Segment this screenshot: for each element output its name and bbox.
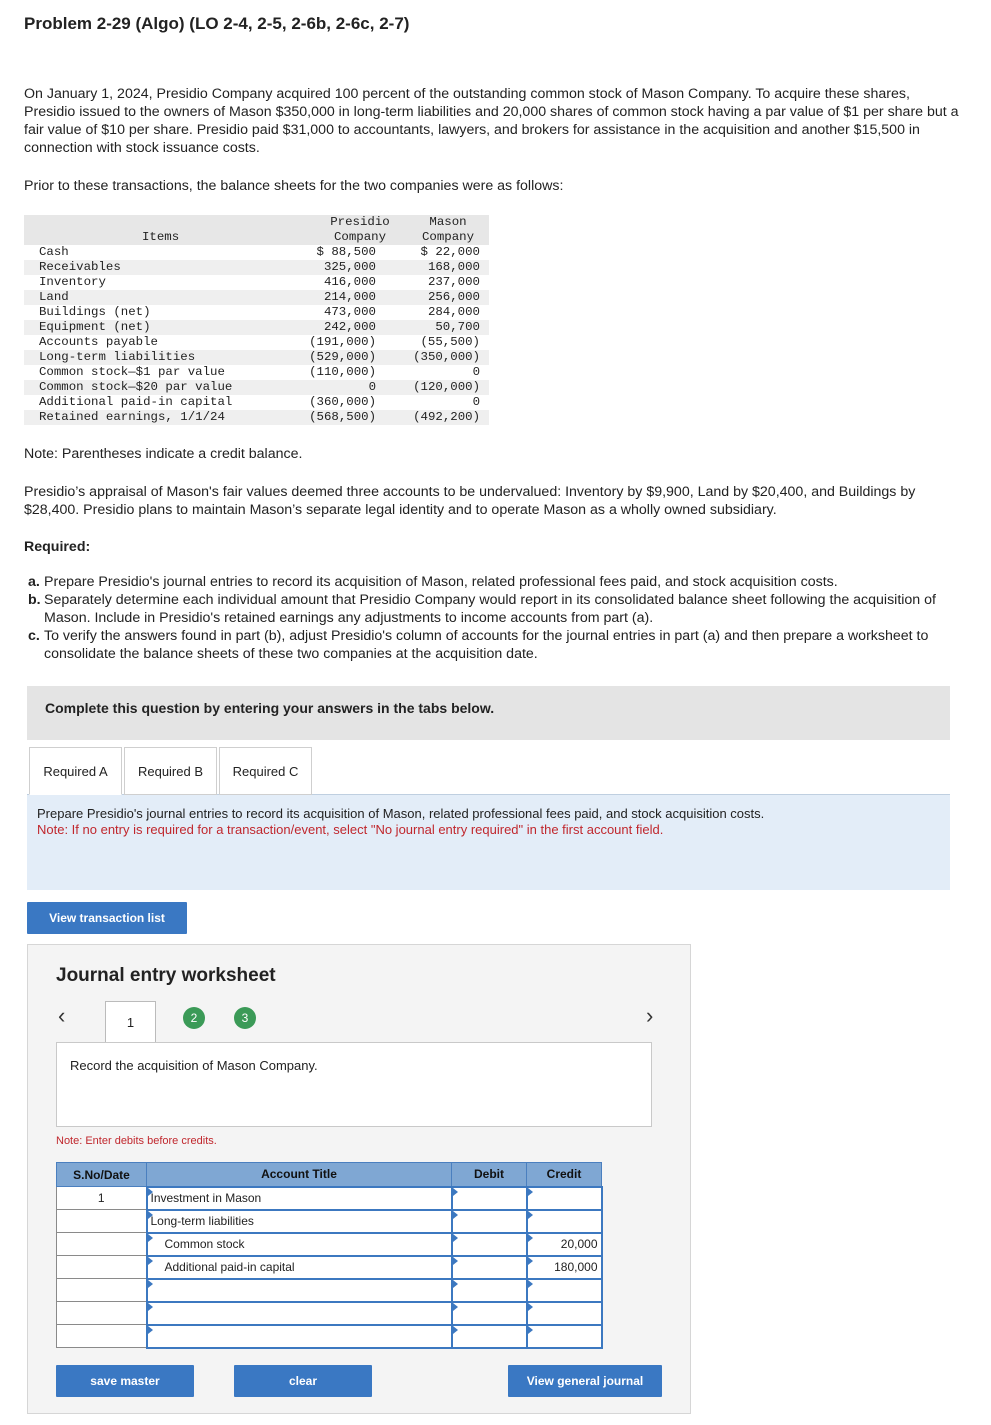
balance-row: Land 214,000 256,000 bbox=[24, 290, 489, 305]
header-debit: Debit bbox=[452, 1163, 527, 1187]
account-select[interactable]: Investment in Mason bbox=[147, 1187, 452, 1210]
step-1-tab[interactable]: 1 bbox=[105, 1001, 156, 1043]
debit-input[interactable] bbox=[452, 1233, 527, 1256]
credit-input[interactable] bbox=[527, 1279, 602, 1302]
balance-row: Accounts payable (191,000) (55,500) bbox=[39, 335, 480, 349]
row-date bbox=[57, 1233, 147, 1256]
journal-row bbox=[57, 1325, 602, 1348]
credit-input[interactable]: 20,000 bbox=[527, 1233, 602, 1256]
appraisal-text: Presidio’s appraisal of Mason's fair values deemed three accounts to be undervalued: Inventory by $9,900, Land by $20,400, and Buildings by $28,400. Presidio plans to maintain Mason’s separate legal identity and to operate Mason as a wholly owned subsidiary. bbox=[24, 484, 916, 518]
journal-row bbox=[57, 1302, 602, 1325]
complete-banner: Complete this question by entering your answers in the tabs below. bbox=[27, 686, 950, 740]
view-general-journal-button[interactable]: View general journal bbox=[508, 1365, 662, 1397]
balance-table-header bbox=[24, 215, 489, 245]
prior-text: Prior to these transactions, the balance sheets for the two companies were as follows: bbox=[24, 178, 564, 194]
account-select[interactable] bbox=[147, 1279, 452, 1302]
debit-input[interactable] bbox=[452, 1256, 527, 1279]
balance-row: Long-term liabilities (529,000) (350,000) bbox=[24, 350, 489, 365]
balance-row: Common stock—$1 par value (110,000) 0 bbox=[39, 365, 480, 379]
tab-required-c[interactable]: Required C bbox=[219, 747, 312, 795]
instruction-panel bbox=[27, 795, 950, 890]
balance-row: Receivables 325,000 168,000 bbox=[24, 260, 489, 275]
problem-title: Problem 2-29 (Algo) (LO 2-4, 2-5, 2-6b, 2-6c, 2-7) bbox=[24, 14, 410, 33]
required-item-c: c. To verify the answers found in part (b), adjust Presidio's column of accounts for the journal entries in part (a) and then prepare a worksheet to consolidate the balance sheets of these two companies at the acquisition date. bbox=[28, 628, 929, 662]
header-date: S.No/Date bbox=[57, 1163, 147, 1187]
debit-input[interactable] bbox=[452, 1210, 527, 1233]
balance-sheet-table bbox=[24, 215, 489, 425]
journal-table bbox=[56, 1162, 603, 1349]
header-account: Account Title bbox=[147, 1163, 452, 1187]
header-items: Items bbox=[142, 230, 180, 244]
journal-row bbox=[57, 1233, 602, 1256]
journal-row bbox=[57, 1187, 602, 1210]
balance-row: Retained earnings, 1/1/24 (568,500) (492,200) bbox=[24, 410, 489, 425]
required-label: Required: bbox=[24, 539, 91, 555]
row-date bbox=[57, 1256, 147, 1279]
debit-input[interactable] bbox=[452, 1302, 527, 1325]
row-date bbox=[57, 1325, 147, 1348]
step-3-tab[interactable]: 3 bbox=[234, 1007, 256, 1029]
intro-paragraph: On January 1, 2024, Presidio Company acquired 100 percent of the outstanding common stock of Mason Company. To acquire these shares, Presidio issued to the owners of Mason $350,000 in long-term liabilities and 20,000 shares of common stock having a par value of $1 per share but a fair value of $10 per share. Presidio paid $31,000 to accountants, lawyers, and brokers for assistance in the acquisition and another $15,500 in connection with stock issuance costs. bbox=[24, 86, 959, 156]
header-credit: Credit bbox=[527, 1163, 602, 1187]
view-transaction-list-button[interactable]: View transaction list bbox=[27, 902, 187, 934]
row-date bbox=[57, 1302, 147, 1325]
row-date bbox=[57, 1210, 147, 1233]
journal-row bbox=[57, 1256, 602, 1279]
debits-note: Note: Enter debits before credits. bbox=[56, 1135, 217, 1147]
credit-input[interactable] bbox=[527, 1325, 602, 1348]
journal-header-row bbox=[57, 1163, 602, 1187]
account-select[interactable]: Additional paid-in capital bbox=[147, 1256, 452, 1279]
row-date bbox=[57, 1279, 147, 1302]
balance-row: Additional paid-in capital (360,000) 0 bbox=[39, 395, 480, 409]
balance-row: Cash $ 88,500 $ 22,000 bbox=[39, 245, 480, 259]
journal-row bbox=[57, 1210, 602, 1233]
account-select[interactable]: Long-term liabilities bbox=[147, 1210, 452, 1233]
credit-input[interactable] bbox=[527, 1187, 602, 1210]
balance-row: Equipment (net) 242,000 50,700 bbox=[24, 320, 489, 335]
credit-input[interactable] bbox=[527, 1210, 602, 1233]
prev-arrow-icon[interactable]: ‹ bbox=[58, 1003, 66, 1028]
credit-input[interactable]: 180,000 bbox=[527, 1256, 602, 1279]
account-select[interactable] bbox=[147, 1302, 452, 1325]
tab-required-b[interactable]: Required B bbox=[124, 747, 217, 795]
header-mason: Mason Company bbox=[421, 215, 475, 244]
credit-input[interactable] bbox=[527, 1302, 602, 1325]
journal-entry-worksheet bbox=[27, 944, 691, 1414]
account-select[interactable] bbox=[147, 1325, 452, 1348]
account-select[interactable]: Common stock bbox=[147, 1233, 452, 1256]
required-list bbox=[24, 573, 959, 663]
debit-input[interactable] bbox=[452, 1325, 527, 1348]
instruction-text: Prepare Presidio's journal entries to record its acquisition of Mason, related professional fees paid, and stock acquisition costs. bbox=[37, 806, 765, 821]
step-2-tab[interactable]: 2 bbox=[183, 1007, 205, 1029]
debit-input[interactable] bbox=[452, 1279, 527, 1302]
header-presidio: Presidio Company bbox=[330, 215, 390, 244]
journal-row bbox=[57, 1279, 602, 1302]
record-prompt: Record the acquisition of Mason Company. bbox=[70, 1058, 318, 1073]
worksheet-title: Journal entry worksheet bbox=[56, 965, 276, 986]
row-date: 1 bbox=[57, 1187, 147, 1210]
balance-row: Buildings (net) 473,000 284,000 bbox=[39, 305, 480, 319]
balance-row: Inventory 416,000 237,000 bbox=[39, 275, 480, 289]
clear-button[interactable]: clear bbox=[234, 1365, 372, 1397]
debit-input[interactable] bbox=[452, 1187, 527, 1210]
next-arrow-icon[interactable]: › bbox=[646, 1003, 654, 1028]
balance-row: Common stock—$20 par value 0 (120,000) bbox=[24, 380, 489, 395]
required-item-a: a. Prepare Presidio's journal entries to record its acquisition of Mason, related professional fees paid, and stock acquisition costs. bbox=[28, 574, 838, 590]
instruction-note: Note: If no entry is required for a transaction/event, select "No journal entry required" in the first account field. bbox=[37, 822, 664, 837]
tab-required-a[interactable]: Required A bbox=[29, 747, 122, 795]
required-item-b: b. Separately determine each individual amount that Presidio Company would report in its consolidated balance sheet following the acquisition of Mason. Include in Presidio's retained earnings any adjustments to income accounts from part (a). bbox=[28, 592, 936, 626]
save-master-button[interactable]: save master bbox=[56, 1365, 194, 1397]
record-prompt-box bbox=[56, 1042, 652, 1127]
note-text: Note: Parentheses indicate a credit balance. bbox=[24, 446, 303, 462]
